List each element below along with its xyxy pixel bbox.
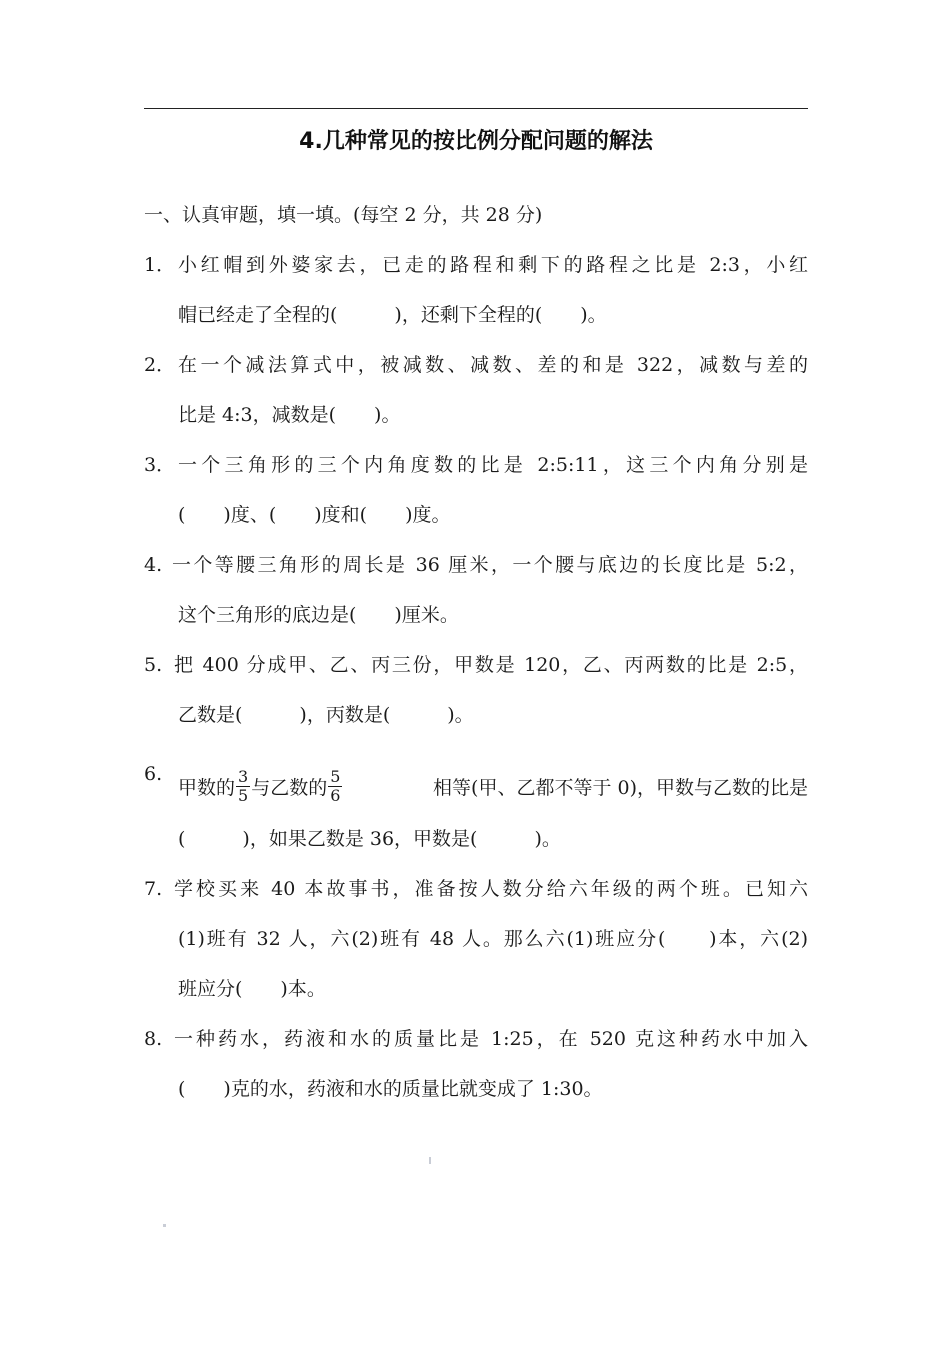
- fraction-numerator: 3: [238, 766, 249, 786]
- question-2-line-1: [144, 350, 808, 400]
- question-text: 学校买来 40 本故事书，准备按人数分给六年级的两个班。已知六: [174, 878, 808, 900]
- question-6: [144, 752, 808, 874]
- question-text: 在一个减法算式中，被减数、减数、差的和是 322，减数与差的: [178, 354, 808, 376]
- question-7-line-2: [144, 924, 808, 974]
- question-6-line-2: ( )，如果乙数是 36，甲数是( )。: [178, 828, 561, 850]
- question-3-line-2: ( )度、( )度和( )度。: [178, 504, 451, 526]
- question-6-line-1: [144, 752, 808, 824]
- question-3-line-1: [144, 450, 808, 500]
- question-number: 2．: [144, 354, 176, 376]
- question-4-line-2: 这个三角形的底边是( )厘米。: [178, 604, 459, 626]
- question-5: [144, 650, 808, 750]
- fraction-denominator: 5: [238, 785, 249, 805]
- question-text: 一个三角形的三个内角度数的比是 2:5:11，这三个内角分别是: [178, 454, 808, 476]
- scan-speck: [163, 1224, 166, 1227]
- question-7-line-2-text: (1)班有 32 人，六(2)班有 48 人。那么六(1)班应分( )本，六(2): [178, 928, 808, 950]
- fraction-denominator: 6: [330, 785, 341, 805]
- question-2-line-2: 比是 4:3，减数是( )。: [178, 404, 401, 426]
- section-heading: 一、认真审题，填一填。(每空 2 分，共 28 分): [144, 204, 543, 226]
- question-6-text-b: 与乙数的: [251, 777, 328, 799]
- question-1: [144, 250, 808, 350]
- question-text: 把 400 分成甲、乙、丙三份，甲数是 120，乙、丙两数的比是 2:5，: [174, 654, 808, 676]
- question-4-line-1: [144, 550, 808, 600]
- question-text: 小红帽到外婆家去，已走的路程和剩下的路程之比是 2:3，小红: [178, 254, 808, 276]
- question-5-line-1: [144, 650, 808, 700]
- question-number: 1．: [144, 254, 176, 276]
- question-number: 6.: [144, 763, 163, 785]
- question-1-line-1: [144, 250, 808, 300]
- question-8-line-1: [144, 1024, 808, 1074]
- question-7: [144, 874, 808, 1024]
- question-text: 一个等腰三角形的周长是 36 厘米，一个腰与底边的长度比是 5:2，: [172, 554, 808, 576]
- header-rule: [144, 108, 808, 109]
- fraction-numerator: 5: [330, 766, 341, 786]
- question-7-line-3: 班应分( )本。: [178, 978, 326, 1000]
- question-2: [144, 350, 808, 450]
- question-text: 一种药水，药液和水的质量比是 1:25，在 520 克这种药水中加入: [174, 1028, 808, 1050]
- question-7-line-1: [144, 874, 808, 924]
- question-number: 4.: [144, 554, 163, 576]
- question-8-line-2: ( )克的水，药液和水的质量比就变成了 1:30。: [178, 1078, 603, 1100]
- question-3: [144, 450, 808, 550]
- worksheet-title: 4.几种常见的按比例分配问题的解法: [299, 129, 653, 154]
- question-4: [144, 550, 808, 650]
- question-6-text-a: 甲数的: [178, 777, 236, 799]
- question-number: 7.: [144, 878, 163, 900]
- question-text: [178, 752, 808, 824]
- question-1-line-2: 帽已经走了全程的( )，还剩下全程的( )。: [178, 304, 607, 326]
- question-5-line-2: 乙数是( )，丙数是( )。: [178, 704, 474, 726]
- fraction-five-sixths: [328, 768, 342, 805]
- fraction-three-fifths: [236, 768, 250, 805]
- question-number: 5.: [144, 654, 163, 676]
- question-number: 3．: [144, 454, 176, 476]
- scan-speck: [429, 1157, 431, 1164]
- question-number: 8.: [144, 1028, 163, 1050]
- question-6-lead: [178, 766, 343, 810]
- question-6-text-c: 相等(甲、乙都不等于 0)，甲数与乙数的比是: [433, 777, 808, 799]
- question-8: [144, 1024, 808, 1124]
